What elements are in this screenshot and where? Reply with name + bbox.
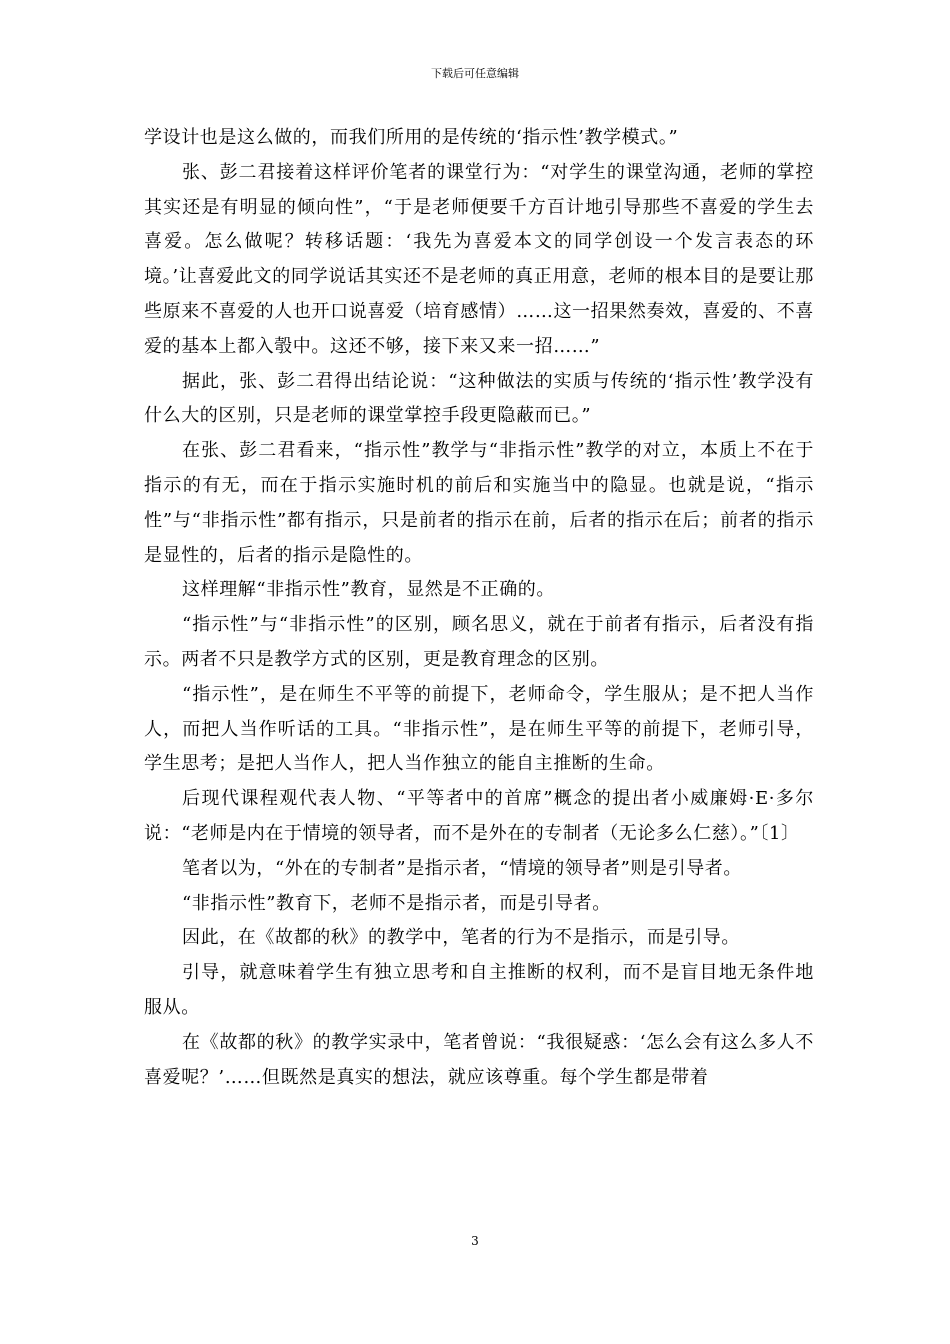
page-number: 3: [471, 1234, 479, 1248]
paragraph: “指示性”与“非指示性”的区别，顾名思义，就在于前者有指示，后者没有指示。两者不只是教学方式的区别，更是教育理念的区别。: [144, 614, 814, 670]
paragraph: 因此，在《故都的秋》的教学中，笔者的行为不是指示，而是引导。: [182, 927, 740, 949]
paragraph: 在《故都的秋》的教学实录中，笔者曾说：“我很疑惑：‘怎么会有这么多人不喜爱呢？’……但既然是真实的想法，就应该尊重。每个学生都是带着: [144, 1031, 814, 1088]
paragraph: 在张、彭二君看来，“指示性”教学与“非指示性”教学的对立，本质上不在于指示的有无，而在于指示实施时机的前后和实施当中的隐显。也就是说，“指示性”与“非指示性”都有指示，只是前者的指示在前，后者的指示在后；前者的指示是显性的，后者的指示是隐性的。: [144, 440, 814, 566]
paragraph: 据此，张、彭二君得出结论说：“这种做法的实质与传统的‘指示性’教学没有什么大的区别，只是老师的课堂掌控手段更隐蔽而已。”: [144, 370, 814, 427]
paragraph: 张、彭二君接着这样评价笔者的课堂行为：“对学生的课堂沟通，老师的掌控其实还是有明显的倾向性”，“于是老师便要千方百计地引导那些不喜爱的学生去喜爱。怎么做呢？转移话题：‘我先为喜爱本文的同学创设一个发言表态的环境。’让喜爱此文的同学说话其实还不是老师的真正用意，老师的根本目的是要让那些原来不喜爱的人也开口说喜爱（培育感情）……这一招果然奏效，喜爱的、不喜爱的基本上都入彀中。这还不够，接下来又来一招……”: [144, 161, 814, 357]
paragraph: 后现代课程观代表人物、“平等者中的首席”概念的提出者小威廉姆·E·多尔说：“老师是内在于情境的领导者，而不是外在的专制者（无论多么仁慈）。”〔1〕: [144, 788, 814, 844]
paragraph: “非指示性”教育下，老师不是指示者，而是引导者。: [182, 892, 611, 914]
document-body: [144, 121, 814, 1095]
paragraph-continuation: 学设计也是这么做的，而我们所用的是传统的‘指示性’教学模式。”: [144, 127, 679, 148]
page-header: 下载后可任意编辑: [431, 67, 519, 80]
paragraph: 这样理解“非指示性”教育，显然是不正确的。: [182, 579, 556, 601]
paragraph: “指示性”，是在师生不平等的前提下，老师命令，学生服从；是不把人当作人，而把人当作听话的工具。“非指示性”，是在师生平等的前提下，老师引导，学生思考；是把人当作人，把人当作独立的能自主推断的生命。: [144, 683, 814, 775]
paragraph: 笔者以为，“外在的专制者”是指示者，“情境的领导者”则是引导者。: [182, 857, 743, 879]
paragraph: 引导，就意味着学生有独立思考和自主推断的权利，而不是盲目地无条件地服从。: [144, 962, 814, 1018]
